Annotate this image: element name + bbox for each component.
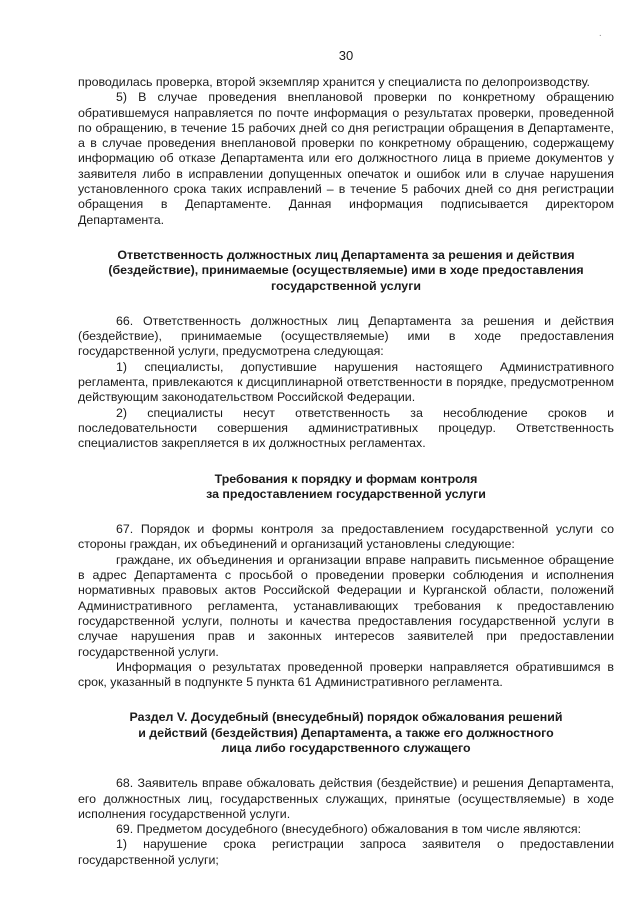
- section-heading-appeal-line2: и действий (бездействия) Департамента, а также его должностного: [138, 725, 554, 740]
- paragraph-66-item-1: 1) специалисты, допустившие нарушения настоящего Административного регламента, привлекаются к дисциплинарной ответственности в порядке, предусмотренном действующим законодательством Российской Федерации.: [78, 359, 614, 405]
- section-heading-control-line1: Требования к порядку и формам контроля: [214, 471, 478, 486]
- paragraph-67: 67. Порядок и формы контроля за предоставлением государственной услуги со стороны граждан, их объединений и организаций установлены следующие:: [78, 522, 614, 552]
- section-heading-appeal-line1: Раздел V. Досудебный (внесудебный) порядок обжалования решений: [129, 710, 563, 725]
- section-heading-responsibility: Ответственность должностных лиц Департамента за решения и действия (бездействие), принимаемые (осуществляемые) ими в ходе предоставления государственной услуги: [108, 247, 584, 293]
- paragraph-67-citizens: граждане, их объединения и организации вправе направить письменное обращение в адрес Департамента с просьбой о проведении проверки соблюдения и исполнения нормативных правовых актов Российской Федерации и Курганской области, положений Административного регламента, устанавливающих требования к предоставлению государственной услуги, полноты и качества предоставления государственной услуги в случае нарушения прав и законных интересов заявителей при предоставлении государственной услуги.: [78, 552, 614, 659]
- section-heading-control-line2: за предоставлением государственной услуги: [206, 486, 486, 501]
- paragraph-item-5: 5) В случае проведения внеплановой проверки по конкретному обращению обратившемуся направляется по почте информация о результатах проверки, проведенной по обращению, в течение 15 рабочих дней со дня регистрации обращения в Департаменте, а в случае проведения внеплановой проверки по конкретному обращению, содержащему информацию об отказе Департамента или его должностного лица в приеме документов у заявителя либо в исправлении допущенных опечаток и ошибок или в случае нарушения установленного срока таких исправлений – в течение 5 рабочих дней со дня регистрации обращения в Департаменте. Данная информация подписывается директором Департамента.: [78, 90, 614, 227]
- paragraph-66-item-2: 2) специалисты несут ответственность за несоблюдение сроков и последовательности совершения административных процедур. Ответственность специалистов закрепляется в их должностных регламентах.: [78, 405, 614, 451]
- corner-mark: ·: [598, 30, 602, 41]
- paragraph-69-item-1: 1) нарушение срока регистрации запроса заявителя о предоставлении государственной услуги;: [78, 837, 614, 867]
- paragraph-continuation: проводилась проверка, второй экземпляр хранится у специалиста по делопроизводству.: [78, 75, 590, 89]
- section-heading-appeal-line3: лица либо государственного служащего: [221, 740, 471, 755]
- paragraph-66: 66. Ответственность должностных лиц Департамента за решения и действия (бездействие), принимаемые (осуществляемые) ими в ходе предоставления государственной услуги, предусмотрена следующая:: [78, 313, 614, 359]
- paragraph-68: 68. Заявитель вправе обжаловать действия (бездействие) и решения Департамента, его должностных лиц, государственных служащих, принятые (осуществляемые) в ходе исполнения государственной услуги.: [78, 776, 614, 821]
- page-number: 30: [338, 48, 354, 63]
- document-page: [78, 48, 614, 868]
- paragraph-69: 69. Предметом досудебного (внесудебного) обжалования в том числе являются:: [116, 822, 582, 837]
- paragraph-67-results: Информация о результатах проведенной проверки направляется обратившимся в срок, указанный в подпункте 5 пункта 61 Административного регламента.: [78, 659, 614, 690]
